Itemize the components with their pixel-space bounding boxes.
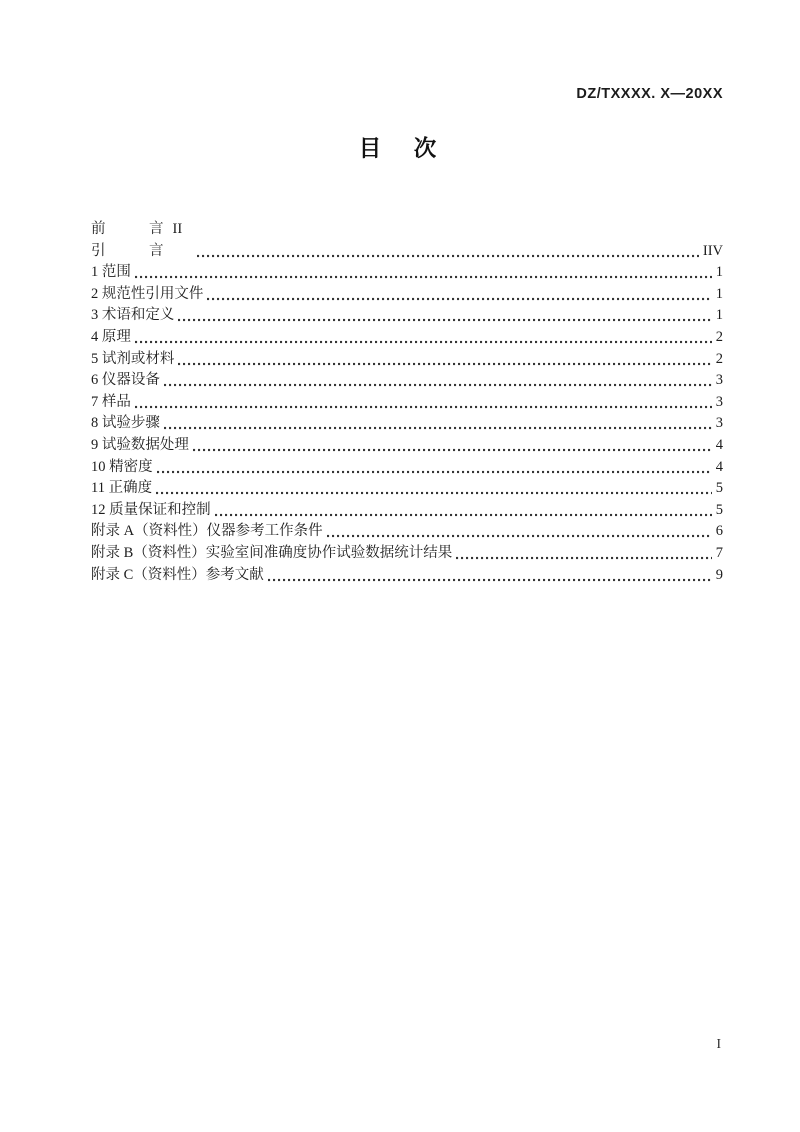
toc-leader-dots: [164, 383, 712, 387]
toc-entry-label: 8 试验步骤: [91, 415, 160, 432]
toc-entry[interactable]: [91, 500, 723, 522]
toc-entry-page: 1: [715, 264, 723, 281]
toc-leader-dots: [164, 426, 712, 430]
toc-entry-page: 5: [715, 501, 723, 518]
toc-entry[interactable]: [91, 392, 723, 414]
toc-leader-dots: [207, 297, 711, 301]
toc-entry-page: 2: [715, 350, 723, 367]
toc-entry-page: 3: [715, 393, 723, 410]
page-title: 目 次: [358, 136, 442, 161]
toc-entry-page: 4: [715, 458, 723, 475]
toc-entry[interactable]: [91, 327, 723, 349]
toc-entry-label: 10 精密度: [91, 458, 153, 475]
toc-entry[interactable]: [91, 543, 723, 565]
toc-leader-dots: [268, 578, 712, 582]
toc-entry[interactable]: [91, 565, 723, 587]
toc-entry-label: 2 规范性引用文件: [91, 285, 204, 302]
toc-entry-label: 6 仪器设备: [91, 372, 160, 389]
toc-entry[interactable]: [91, 457, 723, 479]
toc-entry-label: 11 正确度: [91, 480, 153, 497]
toc-entry[interactable]: [91, 370, 723, 392]
toc-leader-dots: [156, 491, 712, 495]
toc-leader-dots: [135, 405, 712, 409]
toc-entry-label: 附录 B（资料性）实验室间准确度协作试验数据统计结果: [91, 544, 453, 561]
toc-leader-dots: [327, 534, 712, 538]
toc-entry-label: 引 言: [91, 242, 193, 259]
toc-entry-label: 附录 A（资料性）仪器参考工作条件: [91, 523, 323, 540]
toc-entry[interactable]: [91, 478, 723, 500]
toc-entry-page: 2: [715, 328, 723, 345]
toc-entry-page: IIV: [702, 242, 723, 259]
toc-entry-label: 9 试验数据处理: [91, 436, 189, 453]
toc-leader-dots: [157, 470, 712, 474]
toc-entry-label: 附录 C（资料性）参考文献: [91, 566, 264, 583]
toc-entry[interactable]: [91, 219, 723, 241]
toc-leader-dots: [178, 318, 711, 322]
toc-entry-page: 1: [715, 307, 723, 324]
toc-leader-dots: [135, 340, 712, 344]
footer-page-number: I: [716, 1036, 721, 1051]
toc-entry-label: 7 样品: [91, 393, 131, 410]
toc-entry-label: 1 范围: [91, 264, 131, 281]
toc-entry-page: 1: [715, 285, 723, 302]
toc-entry-page: 5: [715, 480, 723, 497]
toc-leader-dots: [178, 362, 711, 366]
toc-entry-page: 9: [715, 566, 723, 583]
toc-entry-page: 4: [715, 436, 723, 453]
toc-entry[interactable]: [91, 305, 723, 327]
toc-entry-label: 5 试剂或材料: [91, 350, 175, 367]
toc-leader-dots: [215, 513, 712, 517]
toc-entry-page: 3: [715, 372, 723, 389]
toc-list: [91, 219, 723, 586]
standard-code: DZ/TXXXX. X—20XX: [576, 86, 723, 102]
toc-entry-page: 6: [715, 523, 723, 540]
toc-entry-label: 4 原理: [91, 328, 131, 345]
toc-entry-label: 12 质量保证和控制: [91, 501, 211, 518]
toc-entry-label: 3 术语和定义: [91, 307, 175, 324]
toc-entry[interactable]: [91, 521, 723, 543]
toc-entry[interactable]: [91, 262, 723, 284]
toc-entry[interactable]: [91, 435, 723, 457]
toc-entry[interactable]: [91, 241, 723, 263]
toc-entry-page: 3: [715, 415, 723, 432]
toc-entry[interactable]: [91, 349, 723, 371]
toc-entry-page: 7: [715, 544, 723, 561]
toc-leader-dots: [193, 448, 712, 452]
toc-leader-dots: [456, 556, 711, 560]
toc-entry-label: 前 言: [91, 221, 164, 237]
toc-entry[interactable]: [91, 413, 723, 435]
toc-entry[interactable]: [91, 284, 723, 306]
toc-entry-page: II: [172, 221, 183, 237]
toc-leader-dots: [197, 254, 699, 258]
toc-leader-dots: [135, 275, 712, 279]
